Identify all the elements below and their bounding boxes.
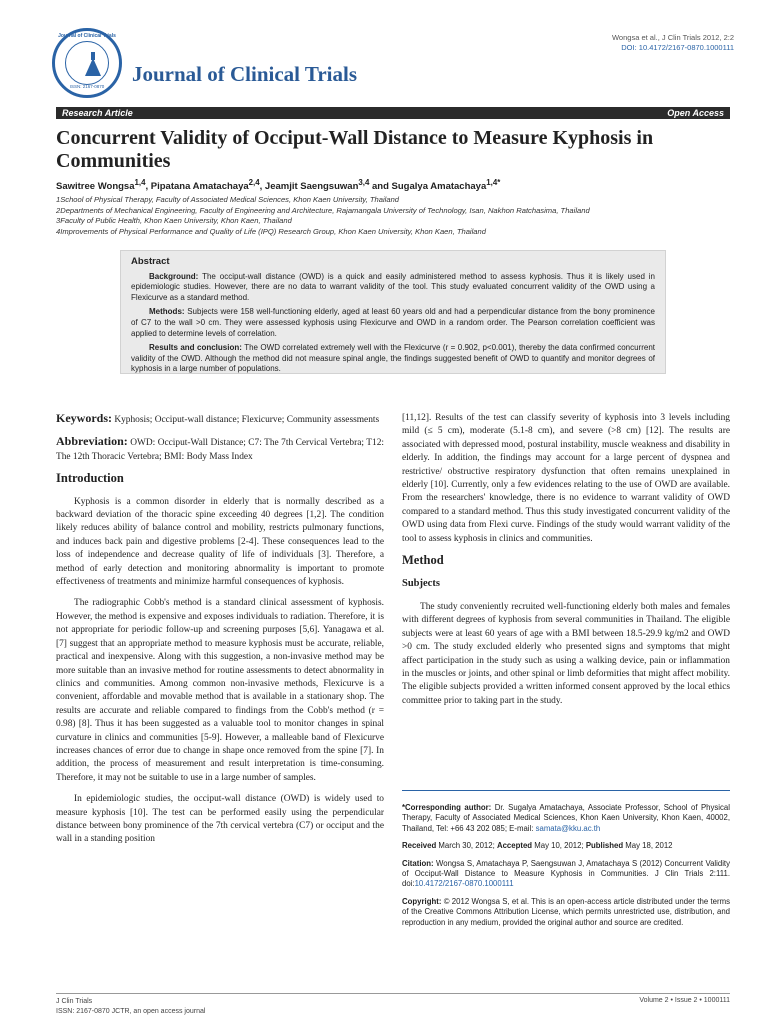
left-column [56, 412, 384, 855]
intro-paragraph-2: The radiographic Cobb's method is a standard clinical assessment of kyphosis. However, the method is expensive and exposes individuals to radiation. Therefore, it is not appropriate for periodic follow-up and screening purposes [5,6]. Yanagawa et al. [7] suggest that an appropriate method to measure kyphosis must be accurate, reliable, practical and inexpensive. Along with this suggestion, a non-invasive method may be more suitable than an invasive method for routine assessments to detect abnormality in clinics and communities. Among common non-invasive methods, Flexicurve is a convenient, affordable and movable method that is available in a stationary shop. The results are accurate and reliable compared to findings from the Cobb's method (r = 0.98) [8]. Thus it has been suggested as a valuable tool to monitor changes in spinal curvature in clinics and communities [5-9]. However, a malleable band of Flexicurve increases chances of error due to change in shape once removed from the spine [7]. In addition, the process of measurement and result interpretation is time-consuming. Therefore, it may not be suitable to use in a large number of samples. [56, 598, 384, 783]
affiliations [56, 195, 730, 237]
citation-short: Wongsa et al., J Clin Trials 2012, 2:2 [611, 33, 734, 42]
intro-heading: Introduction [56, 471, 124, 486]
abstract-results: Results and conclusion: The OWD correlated extremely well with the Flexicurve (r = 0.902, p<0.001), thereby the data confirmed concurrent validity of the OWD. Although the method did not measure spinal angle, the findings suggested benefit of OWD to quantify and monitor degrees of kyphosis in a large number of populations. [131, 343, 655, 374]
flask-icon [85, 58, 101, 76]
intro-paragraph-continued: [11,12]. Results of the test can classify severity of kyphosis into 3 levels including mild (≤ 5 cm), moderate (5.1-8 cm), and severe (>8 cm) [12]. The results are associated with depressed mood, postural instability, muscle weakness and disability in elderly. In addition, the findings may account for a large percent of dyspnea and restrictive/ obstructive respiratory dysfunction that often remains unexplained in elderly [10]. Currently, only a few evidences relating to the use of OWD are available. From the researchers' knowledge, there is no evidence to warrant validity of OWD compared to a standard method. Thus this study investigated concurrent validity of the OWD using data from Flexi curve. Findings of the study would warrant validity of the tool to assess kyphosis in clinics and communities. [402, 413, 730, 544]
correspondence-box [402, 790, 730, 935]
method-heading: Method [402, 553, 444, 568]
affiliation-3: 3Faculty of Public Health, Khon Kaen University, Khon Kaen, Thailand [56, 216, 292, 225]
email-link[interactable]: samata@kku.ac.th [535, 823, 601, 833]
abbreviations: Abbreviation: OWD: Occiput-Wall Distance; C7: The 7th Cervical Vertebra; T12: The 12th Thoracic Vertebra; BMI: Body Mass Index [56, 434, 385, 462]
journal-logo [52, 28, 122, 98]
footer-left [56, 997, 205, 1017]
intro-paragraph-3: In epidemiologic studies, the occiput-wall distance (OWD) is widely used to measure kyphosis [10]. The test can be performed easily using the perpendicular distance between bony prominence of the 7th cervical vertebra (C7) or occiput and the wall in a standing position [56, 794, 384, 845]
logo-issn: ISSN: 2167-0870 [69, 84, 105, 89]
footer-journal: J Clin Trials [56, 998, 93, 1005]
header-citation [612, 33, 734, 53]
citation-doi-link[interactable]: 10.4172/2167-0870.1000111 [414, 879, 514, 889]
intro-paragraph-1: Kyphosis is a common disorder in elderly that is normally described as a backward deviation of the thoracic spine exceeding 40 degrees [1,2]. The condition likely reduces ability of balance control and mobility, restricts pulmonary functions, and induces back pain and digestive problems [2-4]. These consequences lead to the loss of independence and decrease quality of life of individuals [3]. Therefore, a method of early detection and monitoring abnormality is important to promote effectiveness of treatments and minimize harmful consequences of kyphosis. [56, 496, 384, 588]
subjects-paragraph: The study conveniently recruited well-functioning elderly both males and females with different degrees of kyphosis from several communities in Thailand. The eligible subjects were at least 60 years of age with a BMI between 18.5-29.9 kg/m2 and OWD >0 cm. The study excluded elderly who presented signs and symptoms that might affect participation in the study such as using a walking device, pain or inflammation in the muscles or joints, and other spinal or limb deformities that might affect mobility. The eligible subjects provided a written informed consent approved by the local ethics committee prior to taking part in the study. [402, 601, 730, 706]
abstract-background: Background: The occiput-wall distance (OWD) is a quick and easily administered method to assess kyphosis. Thus it is likely used in epidemiologic studies. However, there are no data to warrant validity of the tool. This study evaluated concurrent validity of the OWD using a Flexicurve as a standard method. [131, 271, 655, 302]
affiliation-1: 1School of Physical Therapy, Faculty of Associated Medical Sciences, Khon Kaen University, Thailand [56, 195, 400, 204]
citation: Citation: Wongsa S, Amatachaya P, Saengsuwan J, Amatachaya S (2012) Concurrent Validity of Occiput-Wall Distance to Measure Kyphosis in Communities. J Clin Trials 2:111. doi:10.4172/2167-0870.1000111 [402, 858, 730, 889]
article-type-bar [56, 107, 730, 119]
affiliation-4: 4Improvements of Physical Performance and Quality of Life (IPQ) Research Group, Khon Kaen University, Khon Kaen, Thailand [56, 226, 486, 236]
dates: Received March 30, 2012; Accepted May 10, 2012; Published May 18, 2012 [402, 841, 673, 851]
footer-issn: ISSN: 2167-0870 JCTR, an open access journal [56, 1008, 206, 1015]
subjects-heading: Subjects [402, 578, 440, 590]
corresponding-author: *Corresponding author: Dr. Sugalya Amatachaya, Associate Professor, School of Physical Therapy, Faculty of Associated Medical Sciences, Khon Kaen University, Khon Kaen, 40002, Thailand, Tel: +66 43 202 085; E-mail: samata@kku.ac.th [402, 803, 730, 833]
abstract-box [120, 250, 666, 374]
article-type: Research Article [62, 108, 133, 118]
doi-link[interactable]: DOI: 10.4172/2167-0870.1000111 [621, 43, 734, 52]
affiliation-2: 2Departments of Mechanical Engineering, Faculty of Engineering and Architecture, Rajamangala University of Technology, Isan, Nakhon Ratchasima, Thailand [56, 205, 590, 215]
open-access-label: Open Access [667, 108, 724, 118]
abstract-methods: Methods: Subjects were 158 well-functioning elderly, aged at least 60 years old and had a perpendicular distance from the bony prominence of C7 to the wall >0 cm. They were assessed kyphosis using Flexicurve and OWD in a random order. The Pearson correlation coefficient was applied to determine levels of correlation. [131, 307, 655, 338]
journal-title: Journal of Clinical Trials [132, 62, 357, 86]
footer-divider [56, 993, 730, 994]
logo-inner-ring [65, 41, 109, 85]
authors: Sawitree Wongsa$^{1,4}$, Pipatana Amatachaya$^{2,4}$, Jeamjit Saengsuwan$^{3,4}$ and Sugalya Amatachaya$^{1,4*}$ [56, 178, 501, 193]
footer-volume: Volume 2 • Issue 2 • 1000111 [639, 997, 730, 1004]
copyright: Copyright: © 2012 Wongsa S, et al. This is an open-access article distributed under the terms of the Creative Commons Attribution License, which permits unrestricted use, distribution, and reproduction in any medium, provided the original author and source are credited. [402, 896, 730, 927]
right-column [402, 412, 730, 716]
abstract-heading: Abstract [131, 256, 170, 267]
keywords: Keywords: Kyphosis; Occiput-wall distance; Flexicurve; Community assessments [56, 411, 380, 425]
logo-ring-text: Journal of Clinical Trials [58, 33, 116, 39]
article-title: Concurrent Validity of Occiput-Wall Distance to Measure Kyphosis in Communities [56, 127, 654, 172]
